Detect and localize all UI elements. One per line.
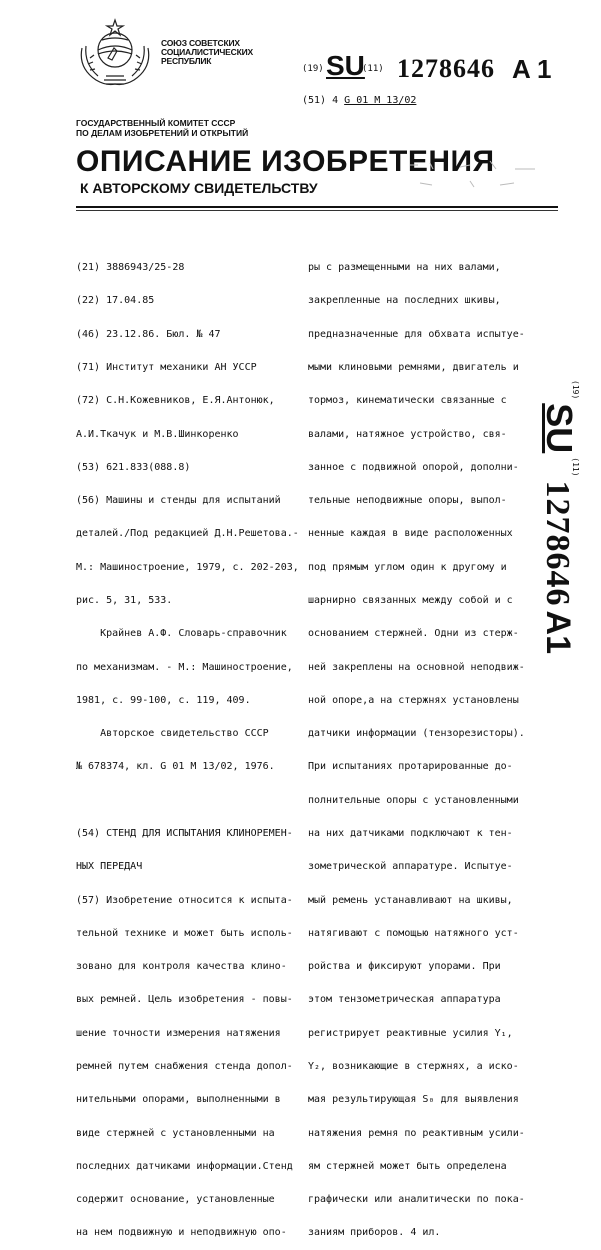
- country-code: SU: [326, 50, 365, 81]
- text-line: тормоз, кинематически связанные с: [308, 395, 507, 407]
- text-line: заниям приборов. 4 ил.: [308, 1227, 441, 1239]
- text-line: виде стержней с установленными на: [76, 1127, 275, 1139]
- vertical-field-code-11: (11): [571, 457, 580, 477]
- text-line: по механизмам. - М.: Машиностроение,: [76, 661, 293, 673]
- document-title: ОПИСАНИЕ ИЗОБРЕТЕНИЯ: [76, 145, 495, 178]
- text-line: М.: Машиностроение, 1979, с. 202-203,: [76, 561, 299, 573]
- issuing-country: [161, 39, 253, 66]
- text-line: [76, 795, 300, 806]
- vertical-country-code: SU: [539, 403, 580, 454]
- country-line: РЕСПУБЛИК: [161, 56, 212, 66]
- text-line: зовано для контроля качества клино-: [76, 961, 287, 973]
- text-line: (56) Машины и стенды для испытаний: [76, 495, 281, 507]
- text-line: тельные неподвижные опоры, выпол-: [308, 495, 507, 507]
- country-line: СОЮЗ СОВЕТСКИХ: [161, 38, 240, 48]
- text-line: рис. 5, 31, 533.: [76, 595, 173, 606]
- bibliographic-column: [76, 240, 300, 1250]
- committee-line: ГОСУДАРСТВЕННЫЙ КОМИТЕТ СССР: [76, 118, 236, 128]
- text-line: мая результирующая S₀ для выявления: [308, 1094, 519, 1106]
- text-line: этом тензометрическая аппаратура: [308, 994, 501, 1006]
- field-code-19: (19): [302, 64, 324, 74]
- text-line: мый ремень устанавливают на шкивы,: [308, 894, 513, 906]
- text-line: (57) Изобретение относится к испыта-: [76, 894, 293, 906]
- text-line: содержит основание, установленные: [76, 1194, 275, 1206]
- committee-line: ПО ДЕЛАМ ИЗОБРЕТЕНИЙ И ОТКРЫТИЙ: [76, 128, 249, 138]
- text-line: закрепленные на последних шкивы,: [308, 295, 501, 307]
- text-line: предназначенные для обхвата испытуе-: [308, 328, 525, 340]
- text-line: ней закреплены на основной неподвиж-: [308, 661, 525, 673]
- text-line: шарнирно связанных между собой и с: [308, 595, 513, 606]
- text-line: на нем подвижную и неподвижную опо-: [76, 1227, 287, 1239]
- vertical-patent-number-value: 1278646: [539, 480, 576, 607]
- patent-number-line: [302, 50, 592, 84]
- text-line: ной опоре,а на стержнях установлены: [308, 694, 519, 706]
- text-line: деталей./Под редакцией Д.Н.Решетова.-: [76, 528, 299, 540]
- text-line: регистрирует реактивные усилия Y₁,: [308, 1027, 513, 1039]
- text-line: ненные каждая в виде расположенных: [308, 528, 513, 540]
- text-line: основанием стержней. Одни из стерж-: [308, 628, 519, 640]
- text-line: 1981, с. 99-100, с. 119, 409.: [76, 694, 251, 706]
- text-line: ремней путем снабжения стенда допол-: [76, 1060, 293, 1072]
- text-line: на них датчиками подключают к тен-: [308, 827, 513, 839]
- text-line: А.И.Ткачук и М.В.Шинкоренко: [76, 428, 239, 440]
- text-line: натягивают с помощью натяжного уст-: [308, 927, 519, 939]
- text-line: шение точности измерения натяжения: [76, 1027, 281, 1039]
- ipc-field-code: (51) 4: [302, 95, 339, 106]
- ussr-coat-of-arms-icon: [76, 18, 154, 90]
- text-line: (46) 23.12.86. Бюл. № 47: [76, 328, 221, 340]
- text-line: (22) 17.04.85: [76, 295, 155, 307]
- text-line: (72) С.Н.Кожевников, Е.Я.Антонюк,: [76, 395, 275, 407]
- library-stamp: [400, 155, 550, 195]
- text-line: тельной технике и может быть исполь-: [76, 927, 293, 939]
- vertical-patent-kind: A1: [539, 610, 577, 655]
- text-line: мыми клиновыми ремнями, двигатель и: [308, 362, 519, 374]
- header-divider: [76, 206, 558, 208]
- header-divider-thin: [76, 210, 558, 211]
- issuing-committee: [76, 118, 248, 138]
- text-line: зометрической аппаратуре. Испытуе-: [308, 861, 513, 873]
- text-line: (54) СТЕНД ДЛЯ ИСПЫТАНИЯ КЛИНОРЕМЕН-: [76, 827, 293, 839]
- text-line: занное с подвижной опорой, дополни-: [308, 461, 519, 473]
- text-line: Крайнев А.Ф. Словарь-справочник: [76, 628, 287, 640]
- text-line: вых ремней. Цель изобретения - повы-: [76, 994, 293, 1006]
- text-line: (21) 3886943/25-28: [76, 262, 185, 274]
- patent-kind: A 1: [512, 54, 552, 84]
- text-line: № 678374, кл. G 01 M 13/02, 1976.: [76, 761, 275, 773]
- text-line: датчики информации (тензорезисторы).: [308, 728, 525, 740]
- text-line: НЫХ ПЕРЕДАЧ: [76, 861, 143, 873]
- text-line: последних датчиками информации.Стенд: [76, 1160, 293, 1172]
- text-line: (71) Институт механики АН УССР: [76, 362, 257, 374]
- patent-number: 1278646: [397, 54, 495, 83]
- text-line: под прямым углом один к другому и: [308, 561, 507, 573]
- text-line: полнительные опоры с установленными: [308, 794, 519, 806]
- text-line: (53) 621.833(088.8): [76, 461, 191, 473]
- ipc-classification: [302, 95, 416, 106]
- vertical-field-code-19: (19): [571, 380, 580, 400]
- text-line: ройства и фиксируют упорами. При: [308, 961, 501, 973]
- text-line: ры с размещенными на них валами,: [308, 262, 501, 274]
- text-line: При испытаниях протарированные до-: [308, 761, 513, 773]
- field-code-11: (11): [362, 64, 384, 74]
- country-line: СОЦИАЛИСТИЧЕСКИХ: [161, 47, 253, 57]
- text-line: натяжения ремня по реактивным усили-: [308, 1127, 525, 1139]
- text-line: ям стержней может быть определена: [308, 1160, 507, 1172]
- text-line: валами, натяжное устройство, свя-: [308, 428, 507, 440]
- document-subtitle: К АВТОРСКОМУ СВИДЕТЕЛЬСТВУ: [80, 180, 318, 196]
- vertical-patent-number: [528, 380, 598, 680]
- text-line: Авторское свидетельство СССР: [76, 728, 269, 740]
- text-line: графически или аналитически по пока-: [308, 1194, 525, 1206]
- abstract-column: [308, 240, 542, 1250]
- ipc-value: G 01 M 13/02: [344, 95, 417, 106]
- text-line: нительными опорами, выполненными в: [76, 1094, 281, 1106]
- text-line: Y₂, возникающие в стержнях, а иско-: [308, 1060, 519, 1072]
